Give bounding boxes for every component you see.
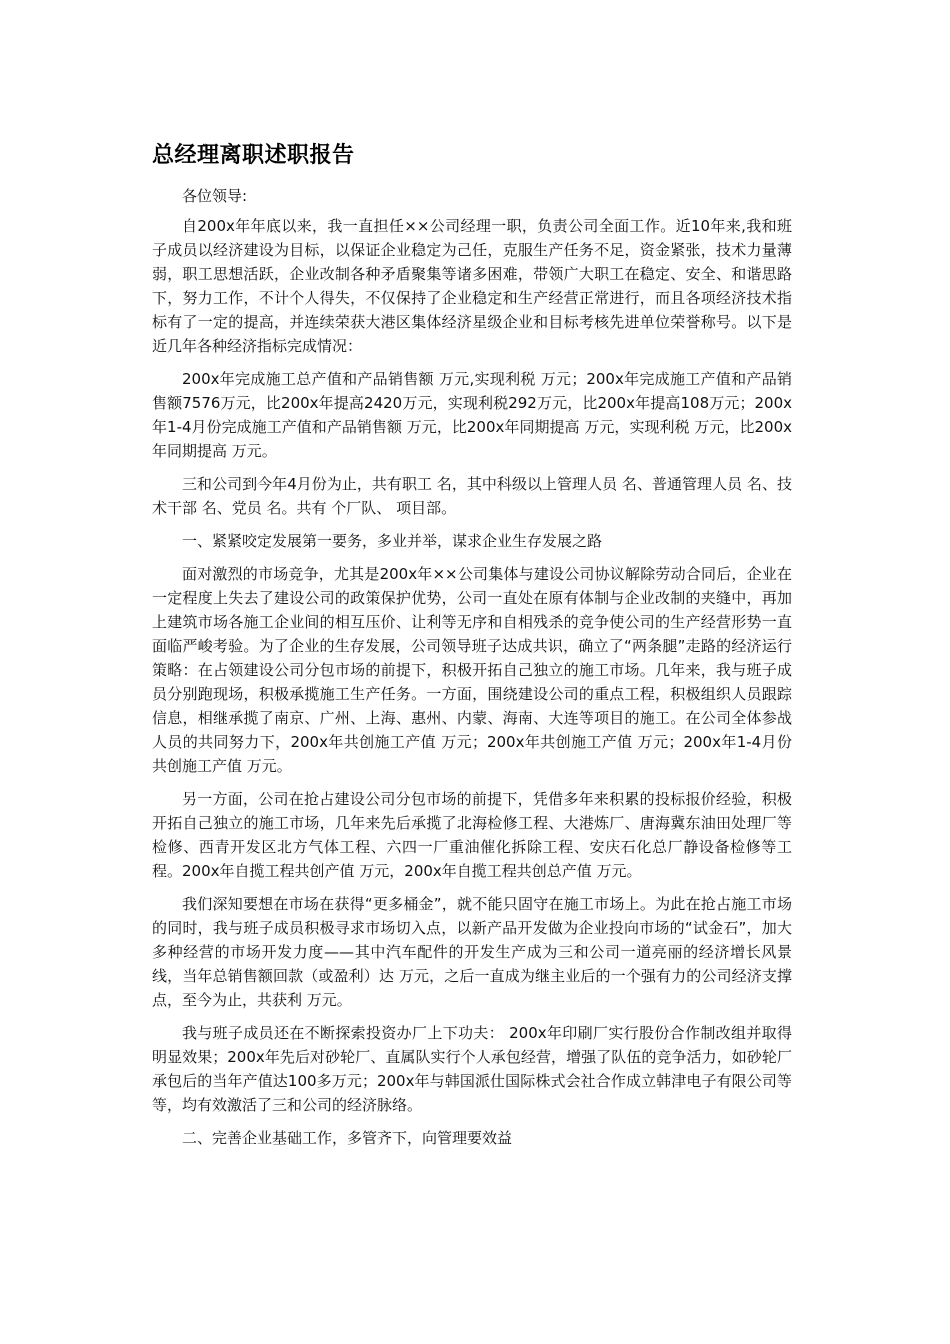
paragraph-market-competition: 面对激烈的市场竞争，尤其是200x年××公司集体与建设公司协议解除劳动合同后，企业在一定程度上失去了建设公司的政策保护优势，公司一直处在原有体制与企业改制的夹缝中，再加上建筑市场各施工企业间的相互压价、让利等无序和自相残杀的竞争使公司的生产经营形势一直面临严峻考验。为了企业的生存发展，公司领导班子达成共识，确立了“两条腿”走路的经济运行策略：在占领建设公司分包市场的前提下，积极开拓自己独立的施工市场。几年来，我与班子成员分别跑现场，积极承揽施工生产任务。一方面，围绕建设公司的重点工程，积极组织人员跟踪信息，相继承揽了南京、广州、上海、惠州、内蒙、海南、大连等项目的施工。在公司全体参战人员的共同努力下，200x年共创施工产值 万元；200x年共创施工产值 万元；200x年1-4月份共创施工产值 万元。 (152, 565, 792, 775)
paragraph-staff: 三和公司到今年4月份为止，共有职工 名，其中科级以上管理人员 名、普通管理人员 名、技术干部 名、党员 名。共有 个厂队、 项目部。 (152, 475, 792, 517)
paragraph-indicators: 200x年完成施工总产值和产品销售额 万元,实现利税 万元；200x年完成施工产值和产品销售额7576万元，比200x年提高2420万元，实现利税292万元，比200x年提高108万元；200x年1-4月份完成施工产值和产品销售额 万元，比200x年同期提高 万元，实现利税 万元，比200x年同期提高 万元。 (152, 370, 792, 460)
section-heading-1: 一、紧紧咬定发展第一要务，多业并举，谋求企业生存发展之路 (182, 532, 603, 550)
paragraph-intro: 自200x年年底以来，我一直担任××公司经理一职，负责公司全面工作。近10年来,我和班子成员以经济建设为目标，以保证企业稳定为己任，克服生产任务不足，资金紧张，技术力量薄弱，职工思想活跃，企业改制各种矛盾聚集等诸多困难，带领广大职工在稳定、安全、和谐思路下，努力工作，不计个人得失，不仅保持了企业稳定和生产经营正常进行，而且各项经济技术指标有了一定的提高，并连续荣获大港区集体经济星级企业和目标考核先进单位荣誉称号。以下是近几年各种经济指标完成情况： (152, 217, 792, 355)
document-title: 总经理离职述职报告 (152, 143, 355, 168)
paragraph-independent-market: 另一方面，公司在抢占建设公司分包市场的前提下，凭借多年来积累的投标报价经验，积极开拓自己独立的施工市场，几年来先后承揽了北海检修工程、大港炼厂、唐海冀东油田处理厂等检修、西青开发区北方气体工程、六四一厂重油催化拆除工程、安庆石化总厂静设备检修等工程。200x年自揽工程共创产值 万元，200x年自揽工程共创总产值 万元。 (152, 790, 792, 880)
section-heading-2: 二、完善企业基础工作，多管齐下，向管理要效益 (182, 1129, 513, 1147)
salutation: 各位领导: (182, 187, 248, 205)
paragraph-diversification: 我们深知要想在市场在获得“更多桶金”，就不能只固守在施工市场上。为此在抢占施工市场的同时，我与班子成员积极寻求市场切入点，以新产品开发做为企业投向市场的“试金石”，加大多种经营的市场开发力度——其中汽车配件的开发生产成为三和公司一道亮丽的经济增长风景线，当年总销售额回款（或盈利）达 万元，之后一直成为继主业后的一个强有力的公司经济支撑点，至今为止，共获利 万元。 (152, 895, 792, 1009)
document-body (152, 184, 792, 1159)
paragraph-investment: 我与班子成员还在不断探索投资办厂上下功夫： 200x年印刷厂实行股份合作制改组并取得明显效果；200x年先后对砂轮厂、直属队实行个人承包经营，增强了队伍的竞争活力，如砂轮厂承包后的当年产值达100多万元；200x年与韩国派仕国际株式会社合作成立韩津电子有限公司等等，均有效激活了三和公司的经济脉络。 (152, 1024, 792, 1114)
